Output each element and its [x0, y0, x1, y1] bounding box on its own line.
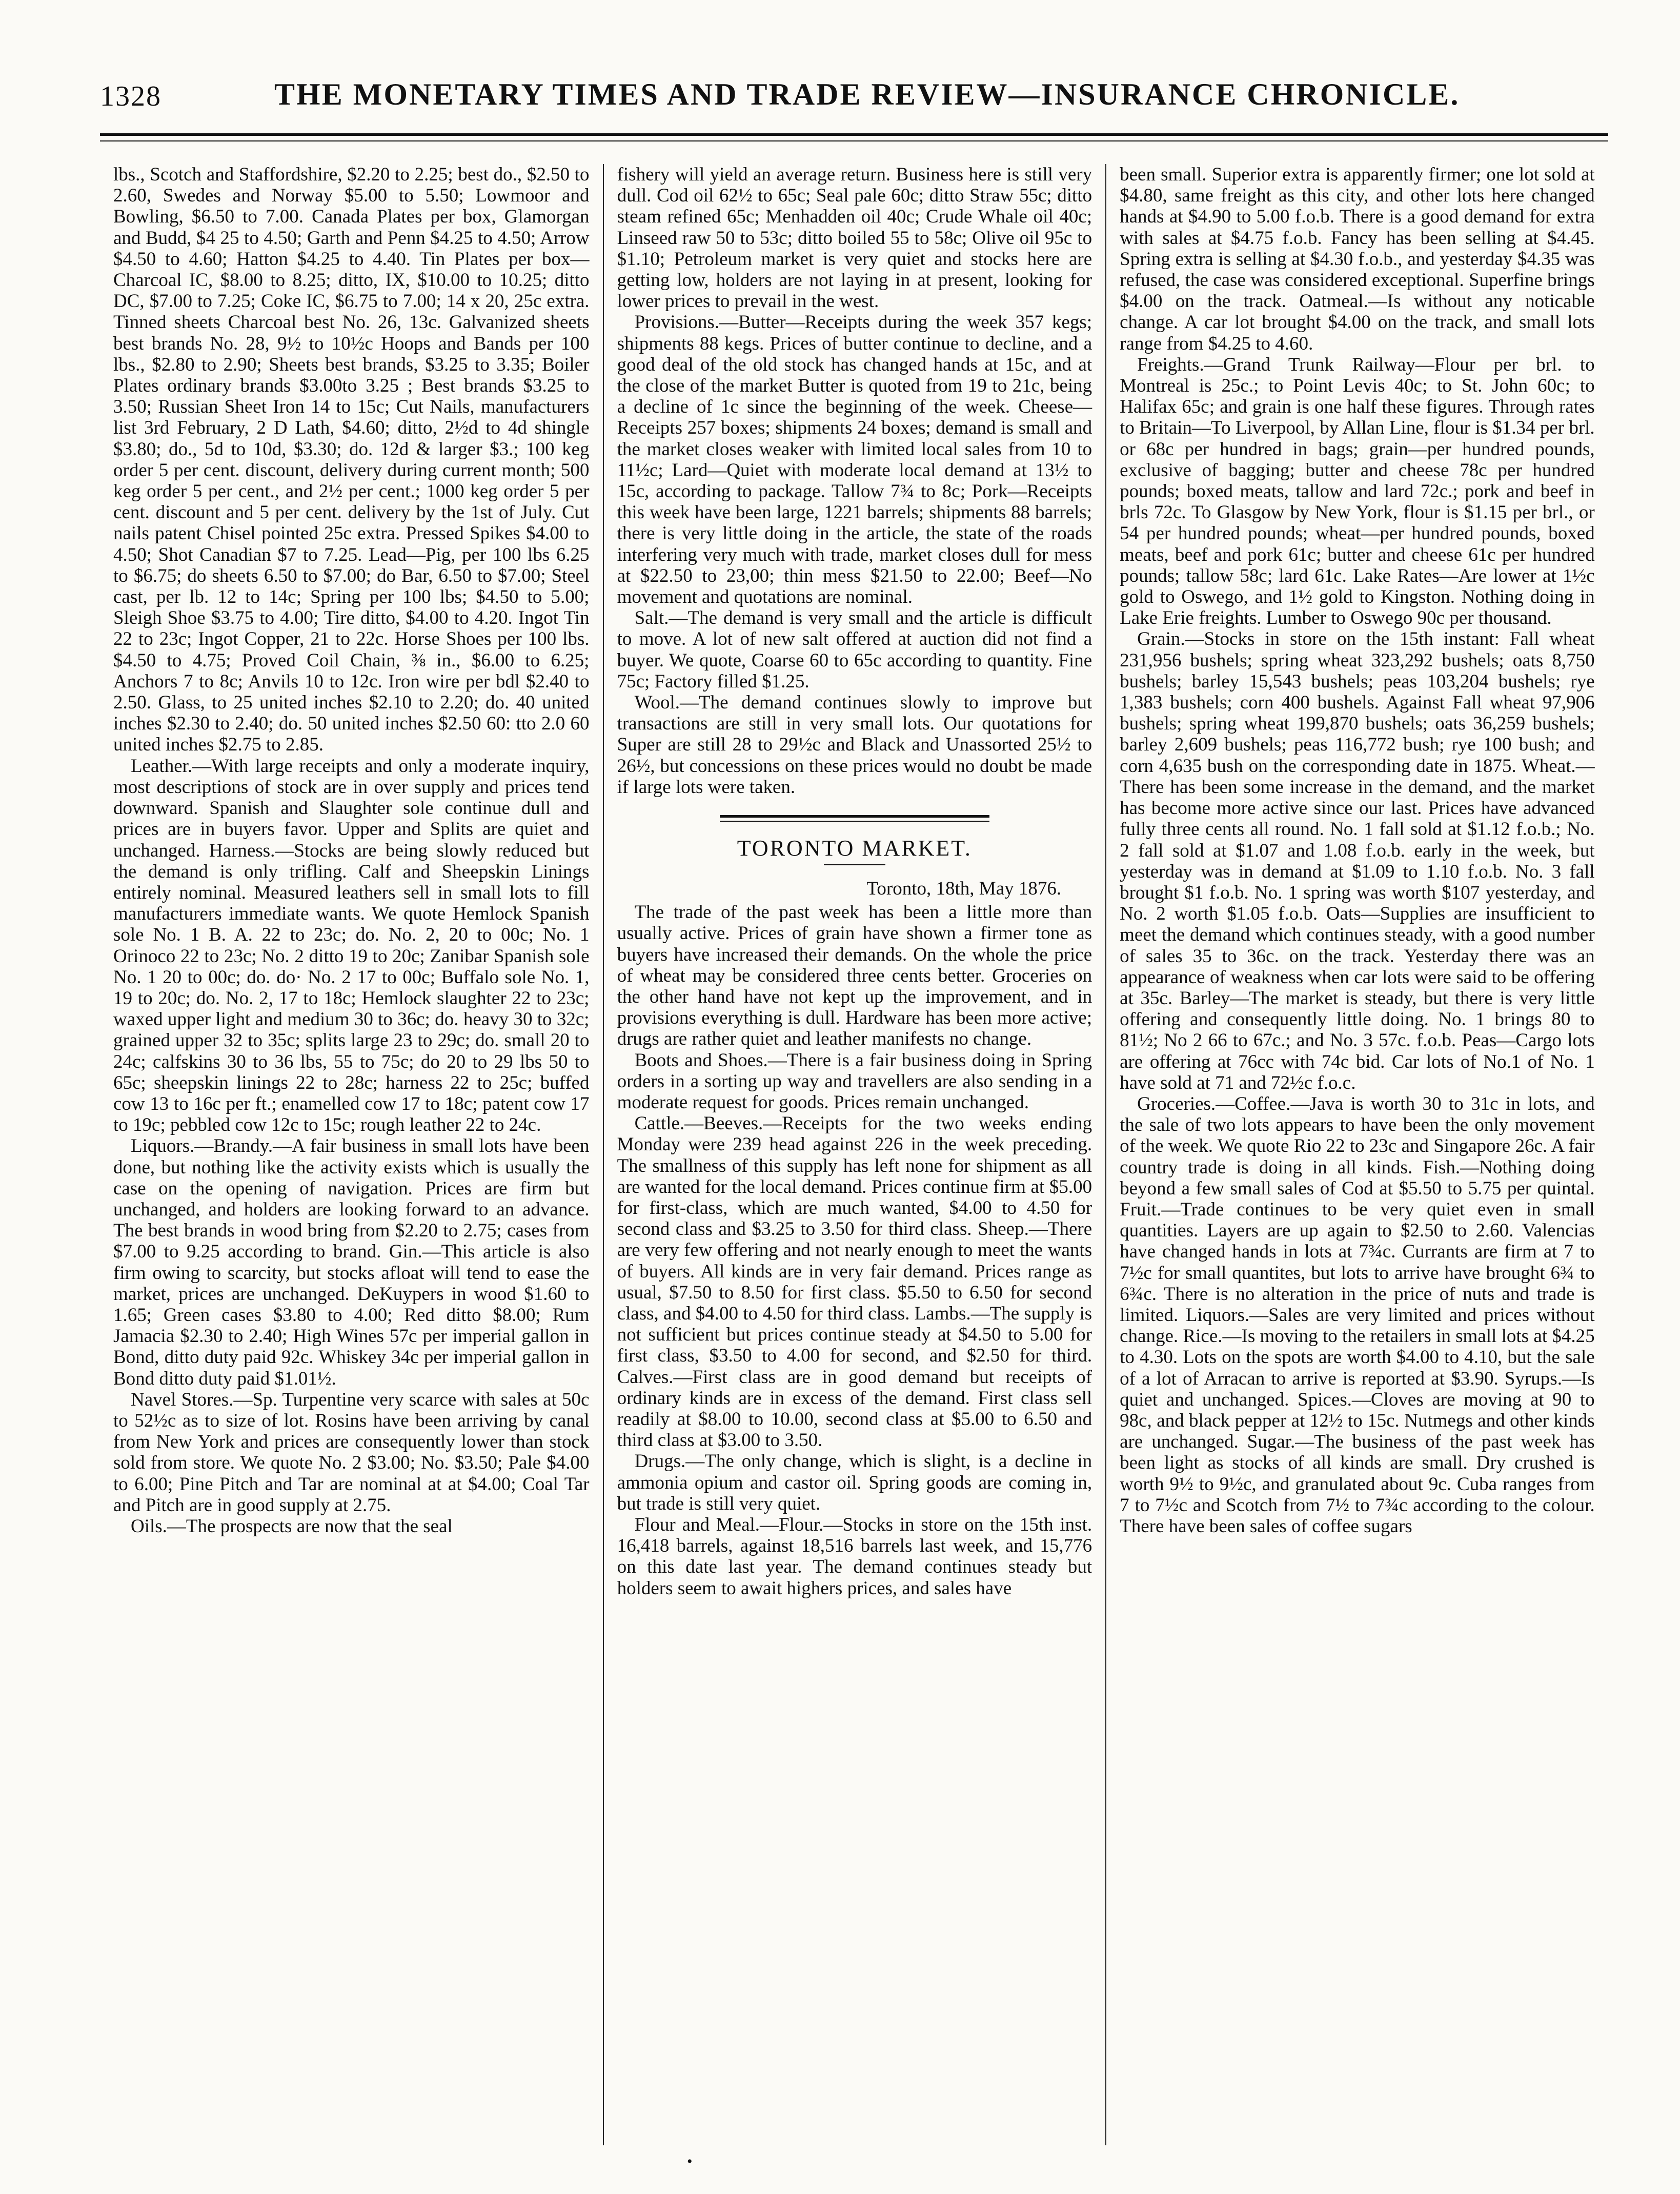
column-1 [100, 164, 603, 2145]
heading-rule [824, 864, 885, 865]
printer-mark: • [687, 2153, 693, 2170]
provisions-paragraph: Provisions.—Butter—Receipts during the week 357 kegs; shipments 88 kegs. Prices of butter continue to decline, and a good deal of the old stock has changed hands at 15c, and at the close of the market Butter is quoted from 19 to 21c, being a decline of 1c since the beginning of the week. Cheese—Receipts 257 boxes; shipments 24 boxes; demand is small and the market closes weaker with limited local sales from 10 to 11½c; Lard—Quiet with moderate local demand at 13½ to 15c, according to package. Tallow 7¾ to 8c; Pork—Receipts this week have been large, 1221 barrels; shipments 88 barrels; there is very little doing in the article, the state of the roads interfering very much with trade, market closes dull for mess at $22.50 to 23,00; thin mess $21.50 to 22.00; Beef—No movement and quotations are nominal. [617, 312, 1092, 608]
section-divider [720, 815, 990, 822]
flour-meal-paragraph: Flour and Meal.—Flour.—Stocks in store on the 15th inst. 16,418 barrels, against 18,516 barrels last week, and 15,776 on this date last year. The demand continues steady but holders seem to await highers prices, and sales have [617, 1514, 1092, 1599]
leather-paragraph: Leather.—With large receipts and only a moderate inquiry, most descriptions of stock are in over supply and prices tend downward. Spanish and Slaughter sole continue dull and prices are in buyers favor. Upper and Splits are quiet and unchanged. Harness.—Stocks are being slowly reduced but the demand is only trifling. Calf and Sheepskin Linings entirely nominal. Measured leathers sell in small lots to fill manufacturers immediate wants. We quote Hemlock Spanish sole No. 1 B. A. 22 to 23c; do. No. 2, 20 to 00c; No. 1 Orinoco 22 to 23c; No. 2 ditto 19 to 20c; Zanibar Spanish sole No. 1 20 to 00c; do. do· No. 2 17 to 00c; Buffalo sole No. 1, 19 to 20c; do. No. 2, 17 to 18c; Hemlock slaughter 22 to 23c; waxed upper light and medium 30 to 36c; do. heavy 30 to 32c; grained upper 32 to 35c; splits large 23 to 29c; do. small 20 to 24c; calfskins 30 to 36 lbs, 55 to 75c; do 20 to 29 lbs 50 to 65c; sheepskin linings 22 to 28c; harness 22 to 25c; buffed cow 13 to 16c per ft.; enamelled cow 17 to 18c; patent cow 17 to 19c; pebbled cow 12c to 15c; rough leather 22 to 24c. [113, 755, 590, 1136]
page-number: 1328 [100, 80, 161, 112]
freights-paragraph: Freights.—Grand Trunk Railway—Flour per brl. to Montreal is 25c.; to Point Levis 40c; to St. John 60c; to Halifax 65c; and grain is one half these figures. Through rates to Britain—To Liverpool, by Allan Line, flour is $1.34 per brl. or 68c per hundred in bags; grain—per hundred pounds, exclusive of bagging; butter and cheese 78c per hundred pounds; boxed meats, tallow and lard 72c.; pork and beef in brls 72c. To Glasgow by New York, flour is $1.15 per brl., or 54 per hundred pounds; wheat—per hundred pounds, boxed meats, beef and pork 61c; butter and cheese 61c per hundred pounds; tallow 58c; lard 61c. Lake Rates—Are lower at 1½c gold to Oswego, and 1½ gold to Kingston. Nothing doing in Lake Erie freights. Lumber to Oswego 90c per thousand. [1120, 354, 1595, 629]
groceries-paragraph: Groceries.—Coffee.—Java is worth 30 to 31c in lots, and the sale of two lots appears to have been the only movement of the week. We quote Rio 22 to 23c and Singapore 26c. A fair country trade is doing in all kinds. Fish.—Nothing doing beyond a few small sales of Cod at $5.50 to 5.75 per quintal. Fruit.—Trade continues to be very quiet even in small quantities. Layers are up again to $2.50 to 2.60. Valencias have changed hands in lots at 7¾c. Currants are firm at 7 to 7½c for small quantites, but lots to arrive have brought 6¾ to 6¾c. There is no alteration in the price of nuts and trade is limited. Liquors.—Sales are very limited and prices without change. Rice.—Is moving to the retailers in small lots at $4.25 to 4.30. Lots on the spots are worth $4.00 to 4.10, but the sale of a lot of Arracan to arrive is reported at $3.90. Syrups.—Is quiet and unchanged. Spices.—Cloves are moving at 90 to 98c, and black pepper at 12½ to 15c. Nutmegs and other kinds are unchanged. Sugar.—The business of the past week has been light as stocks of all kinds are small. Dry crushed is worth 9½ to 9½c, and granulated about 9c. Cuba ranges from 7 to 7½c and Scotch from 7½ to 7¾c according to the colour. There have been sales of coffee sugars [1120, 1093, 1595, 1537]
journal-title: THE MONETARY TIMES AND TRADE REVIEW—INSURANCE CHRONICLE. [274, 77, 1460, 111]
wool-paragraph: Wool.—The demand continues slowly to improve but transactions are still in very small lots. Our quotations for Super are still 28 to 29½c and Black and Unassorted 25½ to 26½, but concessions on these prices would no doubt be made if large lots were taken. [617, 692, 1092, 798]
oils-paragraph: Oils.—The prospects are now that the seal [131, 1516, 453, 1537]
column-2 [603, 164, 1106, 2145]
page-header [100, 77, 1608, 124]
boots-shoes-paragraph: Boots and Shoes.—There is a fair business doing in Spring orders in a sorting up way and travellers are also sending in a moderate request for goods. Prices remain unchanged. [617, 1049, 1092, 1113]
article-columns [100, 164, 1608, 2145]
hardware-prices-paragraph: lbs., Scotch and Staffordshire, $2.20 to 2.25; best do., $2.50 to 2.60, Swedes and Norway $5.00 to 5.50; Lowmoor and Bowling, $6.50 to 7.00. Canada Plates per box, Glamorgan and Budd, $4 25 to 4.50; Garth and Penn $4.25 to 4.50; Arrow $4.50 to 4.60; Hatton $4.25 to 4.40. Tin Plates per box—Charcoal IC, $8.00 to 8.25; ditto, IX, $10.00 to 10.25; ditto DC, $7.00 to 7.25; Coke IC, $6.75 to 7.00; 14 x 20, 25c extra. Tinned sheets Charcoal best No. 26, 13c. Galvanized sheets best brands No. 28, 9½ to 10½c Hoops and Bands per 100 lbs., $2.80 to 2.90; Sheets best brands, $3.25 to 3.35; Boiler Plates ordinary brands $3.00to 3.25 ; Best brands $3.25 to 3.50; Russian Sheet Iron 14 to 15c; Cut Nails, manufacturers list 3rd February, 2 D Lath, $4.60; ditto, 2½d to 4d shingle $3.80; do., 5d to 10d, $3.30; do. 12d & larger $3.; 100 keg order 5 per cent. discount, delivery during current month; 500 keg order 5 per cent., and 2½ per cent.; 1000 keg order 5 per cent. discount and 5 per cent. delivery by the 1st of July. Cut nails patent Chisel pointed 25c extra. Pressed Spikes $4.00 to 4.50; Shot Canadian $7 to 7.25. Lead—Pig, per 100 lbs 6.25 to $6.75; do sheets 6.50 to $7.00; do Bar, 6.50 to $7.00; Steel cast, per lb. 12 to 14c; Spring per 100 lbs; $4.50 to 5.00; Sleigh Shoe $3.75 to 4.00; Tire ditto, $4.00 to 4.20. Ingot Tin 22 to 23c; Ingot Copper, 21 to 22c. Horse Shoes per 100 lbs. $4.50 to 4.75; Proved Coil Chain, ⅜ in., $6.00 to 6.25; Anchors 7 to 8c; Anvils 10 to 12c. Iron wire per bdl $2.40 to 2.50. Glass, to 25 united inches $2.10 to 2.20; do. 40 united inches $2.30 to 2.40; do. 50 united inches $2.50 60: tto 2.0 60 united inches $2.75 to 2.85. [113, 164, 590, 756]
cattle-paragraph: Cattle.—Beeves.—Receipts for the two weeks ending Monday were 239 head against 226 in the week preceding. The smallness of this supply has left none for shipment as all are wanted for the local demand. Prices continue firm at $5.00 for first-class, which are much wanted, $4.00 to 4.50 for second class and $3.25 to 3.50 for third class. Sheep.—There are very few offering and not nearly enough to meet the wants of buyers. All kinds are in very fair demand. Prices range as usual, $7.50 to 8.50 for first class. $5.50 to 6.50 for second class, and $4.00 to 4.50 for third class. Lambs.—The supply is not sufficient but prices continue steady at $4.50 to 5.00 for first class, $3.50 to 4.00 for second, and $2.50 for third. Calves.—First class are in good demand but receipts of ordinary kinds are in excess of the demand. First class sell readily at $8.00 to 10.00, second class at $5.00 to 6.50 and third class at $3.00 to 3.50. [617, 1113, 1092, 1451]
header-rule [100, 133, 1608, 136]
header-rule-thin [100, 140, 1608, 141]
toronto-market-heading: TORONTO MARKET. [737, 836, 972, 861]
flour-continued-paragraph: been small. Superior extra is apparently firmer; one lot sold at $4.80, same freight as this city, and other lots here changed hands at $4.90 to 5.00 f.o.b. There is a good demand for extra with sales at $4.75 f.o.b. Fancy has been selling at $4.45. Spring extra is selling at $4.30 f.o.b., and yesterday $4.35 was refused, the case was considered exceptional. Superfine brings $4.00 on the track. Oatmeal.—Is without any noticable change. A car lot brought $4.00 on the track, and small lots range from $4.25 to 4.60. [1120, 164, 1595, 354]
naval-stores-paragraph: Navel Stores.—Sp. Turpentine very scarce with sales at 50c to 52½c as to size of lot. Rosins have been arriving by canal from New York and prices are consequently lower than stock sold from store. We quote No. 2 $3.00; No. $3.50; Pale $4.00 to 6.00; Pine Pitch and Tar are nominal at at $4.00; Coal Tar and Pitch are in good supply at 2.75. [113, 1389, 590, 1516]
dateline: Toronto, 18th, May 1876. [866, 878, 1062, 900]
drugs-paragraph: Drugs.—The only change, which is slight, is a decline in ammonia opium and castor oil. Spring goods are coming in, but trade is still very quiet. [617, 1451, 1092, 1514]
column-3 [1105, 164, 1608, 2145]
salt-paragraph: Salt.—The demand is very small and the article is difficult to move. A lot of new salt offered at auction did not find a buyer. We quote, Coarse 60 to 65c according to quantity. Fine 75c; Factory filled $1.25. [617, 607, 1092, 692]
toronto-intro-paragraph: The trade of the past week has been a little more than usually active. Prices of grain have shown a firmer tone as buyers have increased their demands. On the whole the price of wheat may be considered three cents better. Groceries on the other hand have not kept up the improvement, and in provisions everything is dull. Hardware has been more active; drugs are rather quiet and leather manifests no change. [617, 902, 1092, 1050]
grain-paragraph: Grain.—Stocks in store on the 15th instant: Fall wheat 231,956 bushels; spring wheat 323,292 bushels; oats 8,750 bushels; barley 15,543 bushels; peas 103,204 bushels; rye 1,383 bushels; corn 400 bushels. Against Fall wheat 97,906 bushels; spring wheat 199,870 bushels; oats 36,259 bushels; barley 2,609 bushels; peas 116,772 bush; rye 100 bush; and corn 4,635 bush on the corresponding date in 1875. Wheat.—There has been some increase in the demand, and the market has become more active since our last. Prices have advanced fully three cents all round. No. 1 fall sold at $1.12 f.o.b.; No. 2 fall sold at $1.07 and 1.08 f.o.b. early in the week, but yesterday was in demand at $1.09 to 1.10 f.o.b. No. 3 fall brought $1 f.o.b. No. 1 spring was worth $107 yesterday, and No. 2 worth $1.05 f.o.b. Oats—Supplies are insufficient to meet the demand which continues steady, with a good number of sales 35 to 36c. on the track. Yesterday there was an appearance of weakness when car lots were said to be offering at 35c. Barley—The market is steady, but there is very little offering and consequently little doing. No. 1 brings 80 to 81½; No 2 66 to 67c.; and No. 3 57c. f.o.b. Peas—Cargo lots are offering at 76cc with 74c bid. Car lots of No.1 of No. 1 have sold at 71 and 72½c f.o.c. [1120, 628, 1595, 1093]
liquors-paragraph: Liquors.—Brandy.—A fair business in small lots have been done, but nothing like the activity exists which is usually the case on the opening of navigation. Prices are firm but unchanged, and holders are looking forward to an advance. The best brands in wood bring from $2.20 to 2.75; cases from $7.00 to 9.25 according to brand. Gin.—This article is also firm owing to scarcity, but stocks afloat will tend to ease the market, prices are unchanged. DeKuypers in wood $1.60 to 1.65; Green cases $3.80 to 4.00; Red ditto $8.00; Rum Jamacia $2.30 to 2.40; High Wines 57c per imperial gallon in Bond, ditto duty paid 92c. Whiskey 34c per imperial gallon in Bond ditto duty paid $1.01½. [113, 1135, 590, 1389]
oils-continued-paragraph: fishery will yield an average return. Business here is still very dull. Cod oil 62½ to 65c; Seal pale 60c; ditto Straw 55c; ditto steam refined 65c; Menhadden oil 40c; Crude Whale oil 40c; Linseed raw 50 to 53c; ditto boiled 55 to 58c; Olive oil 95c to $1.10; Petroleum market is very quiet and stocks here are getting low, holders are not laying in at present, looking for lower prices to prevail in the west. [617, 164, 1092, 312]
